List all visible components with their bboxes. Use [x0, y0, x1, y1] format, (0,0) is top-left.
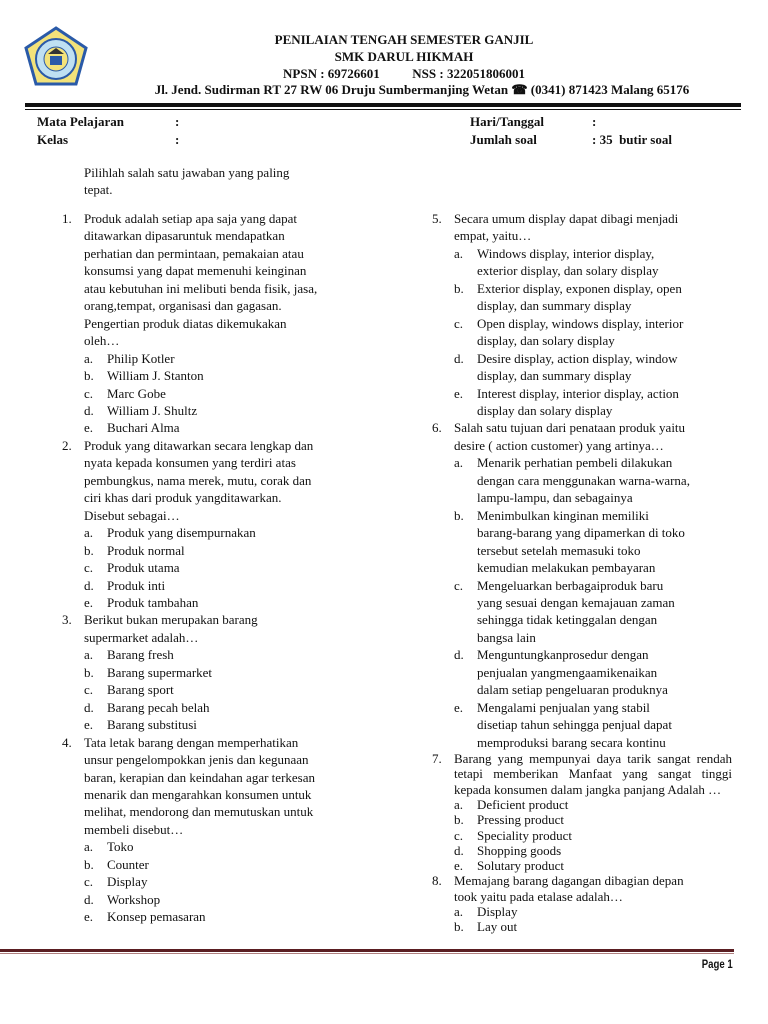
option-letter: d.	[84, 891, 94, 907]
option-text: Shopping goods	[477, 842, 562, 858]
option-letter: b.	[84, 542, 94, 558]
question-number: 1.	[62, 211, 72, 226]
answer-option	[454, 812, 732, 827]
right-column	[432, 210, 732, 935]
option-letter: a.	[84, 525, 94, 541]
option-text: Produk tambahan	[107, 594, 199, 610]
answer-option	[454, 843, 732, 858]
answer-option	[84, 681, 372, 698]
option-letter: c.	[454, 315, 464, 331]
option-letter: b.	[454, 280, 464, 296]
question-item	[62, 611, 372, 733]
option-text: Barang supermarket	[107, 664, 213, 680]
option-text: Deficient product	[477, 796, 569, 812]
header-rule	[25, 103, 741, 107]
answer-option	[84, 402, 372, 419]
question-item	[432, 419, 732, 751]
option-letter: c.	[84, 385, 94, 401]
option-text: Philip Kotler	[107, 350, 175, 366]
option-text: Buchari Alma	[107, 420, 180, 436]
answer-option	[84, 856, 372, 873]
question-text: Salah satu tujuan dari penataan produk yaitu desire ( action customer) yang artinya…	[454, 420, 686, 453]
option-letter: a.	[454, 455, 464, 471]
count-label: Jumlah soal	[470, 132, 537, 147]
question-item	[62, 437, 372, 612]
option-letter: e.	[84, 420, 94, 436]
option-text: Display	[107, 874, 148, 890]
answer-option	[454, 385, 732, 420]
option-letter: d.	[84, 577, 94, 593]
option-text: Menarik perhatian pembeli dilakukan dengan cara menggunakan warna-warna, lampu-lampu, dan sebagainya	[477, 455, 690, 506]
question-text: Produk adalah setiap apa saja yang dapat ditawarkan dipasaruntuk mendapatkan perhatian dan permintaan, pemakaian atau konsumsi yang dapat memenuhi keinginan atau kebutuhan ini melibuti benda fisik, jasa, orang,tempat, organisasi dan gagasan. Pengertian produk diatas dikemukakan oleh…	[84, 211, 318, 349]
answer-option	[454, 315, 732, 350]
date-label: Hari/Tanggal	[470, 114, 544, 129]
option-letter: c.	[84, 682, 94, 698]
option-letter: d.	[454, 647, 464, 663]
answer-option	[84, 577, 372, 594]
option-text: Mengalami penjualan yang stabil disetiap tahun sehingga penjual dapat memproduksi barang secara kontinu	[477, 699, 672, 750]
answer-option	[84, 524, 372, 541]
option-letter: c.	[454, 827, 464, 843]
count-value: : 35 butir soal	[592, 132, 672, 147]
option-letter: d.	[454, 350, 464, 366]
answer-option	[84, 873, 372, 890]
question-item	[432, 210, 732, 419]
option-text: William J. Shultz	[107, 402, 198, 418]
answer-option	[84, 891, 372, 908]
question-number: 6.	[432, 420, 442, 436]
option-letter: c.	[84, 560, 94, 576]
option-text: Barang fresh	[107, 647, 174, 663]
subject-value: :	[175, 114, 180, 129]
option-letter: b.	[454, 919, 464, 935]
option-letter: e.	[84, 717, 94, 733]
answer-option	[84, 716, 372, 733]
question-text: Secara umum display dapat dibagi menjadi empat, yaitu…	[454, 211, 679, 244]
answer-option	[454, 919, 732, 934]
answer-option	[84, 908, 372, 925]
option-text: Produk utama	[107, 560, 180, 576]
option-text: Exterior display, exponen display, open display, dan summary display	[477, 280, 682, 314]
option-letter: a.	[454, 796, 464, 812]
answer-option	[84, 664, 372, 681]
option-text: Mengeluarkan berbagaiproduk baru yang sesuai dengan kemajauan zaman sehingga tidak ketinggalan dengan bangsa lain	[477, 577, 675, 645]
option-text: Produk yang disempurnakan	[107, 525, 256, 541]
option-text: Barang sport	[107, 682, 174, 698]
answer-option	[454, 507, 732, 577]
answer-option	[454, 904, 732, 919]
question-item	[432, 751, 732, 873]
option-text: Konsep pemasaran	[107, 909, 206, 925]
option-text: Counter	[107, 856, 149, 872]
answer-option	[84, 367, 372, 384]
question-number: 2.	[62, 437, 72, 453]
question-number: 3.	[62, 612, 72, 628]
left-column	[62, 210, 372, 926]
option-letter: e.	[84, 909, 94, 925]
option-letter: b.	[84, 664, 94, 680]
option-text: Menguntungkanprosedur dengan penjualan yangmengaamikenaikan dalam setiap pengeluaran produknya	[477, 647, 668, 698]
question-text: Barang yang mempunyai daya tarik sangat rendah tetapi memberikan Manfaat yang sangat tinggi kepada konsumen dalam jangka panjang Adalah …	[454, 751, 732, 797]
option-text: Produk inti	[107, 577, 166, 593]
option-letter: a.	[84, 647, 94, 663]
question-text: Tata letak barang dengan memperhatikan unsur pengelompokkan jenis dan kegunaan baran, kerapian dan keindahan agar terkesan menarik dan mengarahkan konsumen untuk melihat, mendorong dan memutuskan untuk membeli disebut…	[84, 734, 315, 837]
option-text: Barang substitusi	[107, 717, 197, 733]
question-item	[62, 210, 372, 437]
answer-option	[454, 454, 732, 506]
subject-label: Mata Pelajaran	[37, 114, 125, 129]
option-letter: b.	[454, 812, 464, 828]
question-text: Produk yang ditawarkan secara lengkap dan nyata kepada konsumen yang terdiri atas pembungkus, nama merek, mutu, corak dan ciri khas dari produk yangditawarkan. Disebut sebagai…	[84, 437, 314, 523]
question-number: 4.	[62, 734, 72, 750]
option-text: Pressing product	[477, 812, 565, 828]
option-letter: e.	[84, 594, 94, 610]
option-letter: c.	[454, 577, 464, 593]
answer-option	[454, 828, 732, 843]
option-letter: b.	[84, 856, 94, 872]
answer-option	[454, 797, 732, 812]
exam-title: PENILAIAN TENGAH SEMESTER GANJIL	[274, 32, 534, 47]
answer-option	[454, 280, 732, 315]
answer-option	[84, 542, 372, 559]
option-letter: b.	[84, 368, 94, 384]
answer-option	[454, 699, 732, 751]
option-letter: d.	[84, 699, 94, 715]
option-letter: e.	[454, 858, 464, 874]
option-letter: e.	[454, 385, 464, 401]
question-text: Memajang barang dagangan dibagian depan took yaitu pada etalase adalah…	[454, 873, 684, 904]
question-number: 7.	[432, 751, 442, 767]
page-number: Page 1	[702, 957, 733, 971]
option-text: Barang pecah belah	[107, 699, 210, 715]
class-label: Kelas	[37, 132, 69, 147]
class-value: :	[175, 132, 180, 147]
answer-option	[84, 559, 372, 576]
option-letter: a.	[84, 839, 94, 855]
option-text: William J. Stanton	[107, 368, 204, 384]
answer-option	[84, 594, 372, 611]
option-text: Speciality product	[477, 827, 572, 843]
school-name: SMK DARUL HIKMAH	[334, 49, 474, 64]
answer-option	[84, 350, 372, 367]
answer-option	[84, 838, 372, 855]
option-text: Windows display, interior display, exterior display, dan solary display	[477, 245, 659, 279]
answer-option	[454, 577, 732, 647]
option-text: Display	[477, 904, 518, 920]
header-rule-thin	[25, 109, 741, 110]
option-text: Produk normal	[107, 542, 185, 558]
option-letter: e.	[454, 699, 464, 715]
footer-rule	[0, 949, 734, 952]
question-text: Berikut bukan merupakan barang supermarket adalah…	[84, 612, 258, 645]
answer-option	[84, 419, 372, 436]
option-letter: a.	[454, 245, 464, 261]
question-item	[62, 734, 372, 926]
question-number: 5.	[432, 211, 442, 226]
option-text: Solutary product	[477, 858, 565, 874]
option-text: Desire display, action display, window display, dan summary display	[477, 350, 678, 384]
answer-option	[454, 350, 732, 385]
date-value: :	[592, 114, 597, 129]
answer-option	[454, 646, 732, 698]
option-letter: c.	[84, 874, 94, 890]
option-text: Toko	[107, 839, 134, 855]
option-letter: a.	[84, 350, 94, 366]
option-text: Open display, windows display, interior display, dan solary display	[477, 315, 684, 349]
option-letter: d.	[84, 402, 94, 418]
option-text: Marc Gobe	[107, 385, 166, 401]
school-address: Jl. Jend. Sudirman RT 27 RW 06 Druju Sumbermanjing Wetan ☎ (0341) 871423 Malang 65176	[154, 82, 690, 97]
option-letter: a.	[454, 904, 464, 920]
option-text: Interest display, interior display, action display dan solary display	[477, 385, 679, 418]
answer-option	[454, 245, 732, 280]
option-text: Workshop	[107, 891, 161, 907]
question-item	[432, 873, 732, 934]
option-text: Lay out	[477, 919, 518, 935]
footer-rule-thin	[0, 953, 734, 954]
question-number: 8.	[432, 873, 442, 889]
answer-option	[84, 646, 372, 663]
school-ids: NPSN : 69726601 NSS : 322051806001	[283, 66, 525, 81]
answer-option	[84, 699, 372, 716]
option-letter: b.	[454, 507, 464, 523]
answer-option	[84, 385, 372, 402]
option-letter: d.	[454, 842, 464, 858]
answer-option	[454, 858, 732, 873]
option-text: Menimbulkan kinginan memiliki barang-barang yang dipamerkan di toko tersebut setelah memasuki toko kemudian melakukan pembayaran	[477, 507, 685, 576]
instruction: Pilihlah salah satu jawaban yang paling tepat.	[84, 165, 290, 198]
